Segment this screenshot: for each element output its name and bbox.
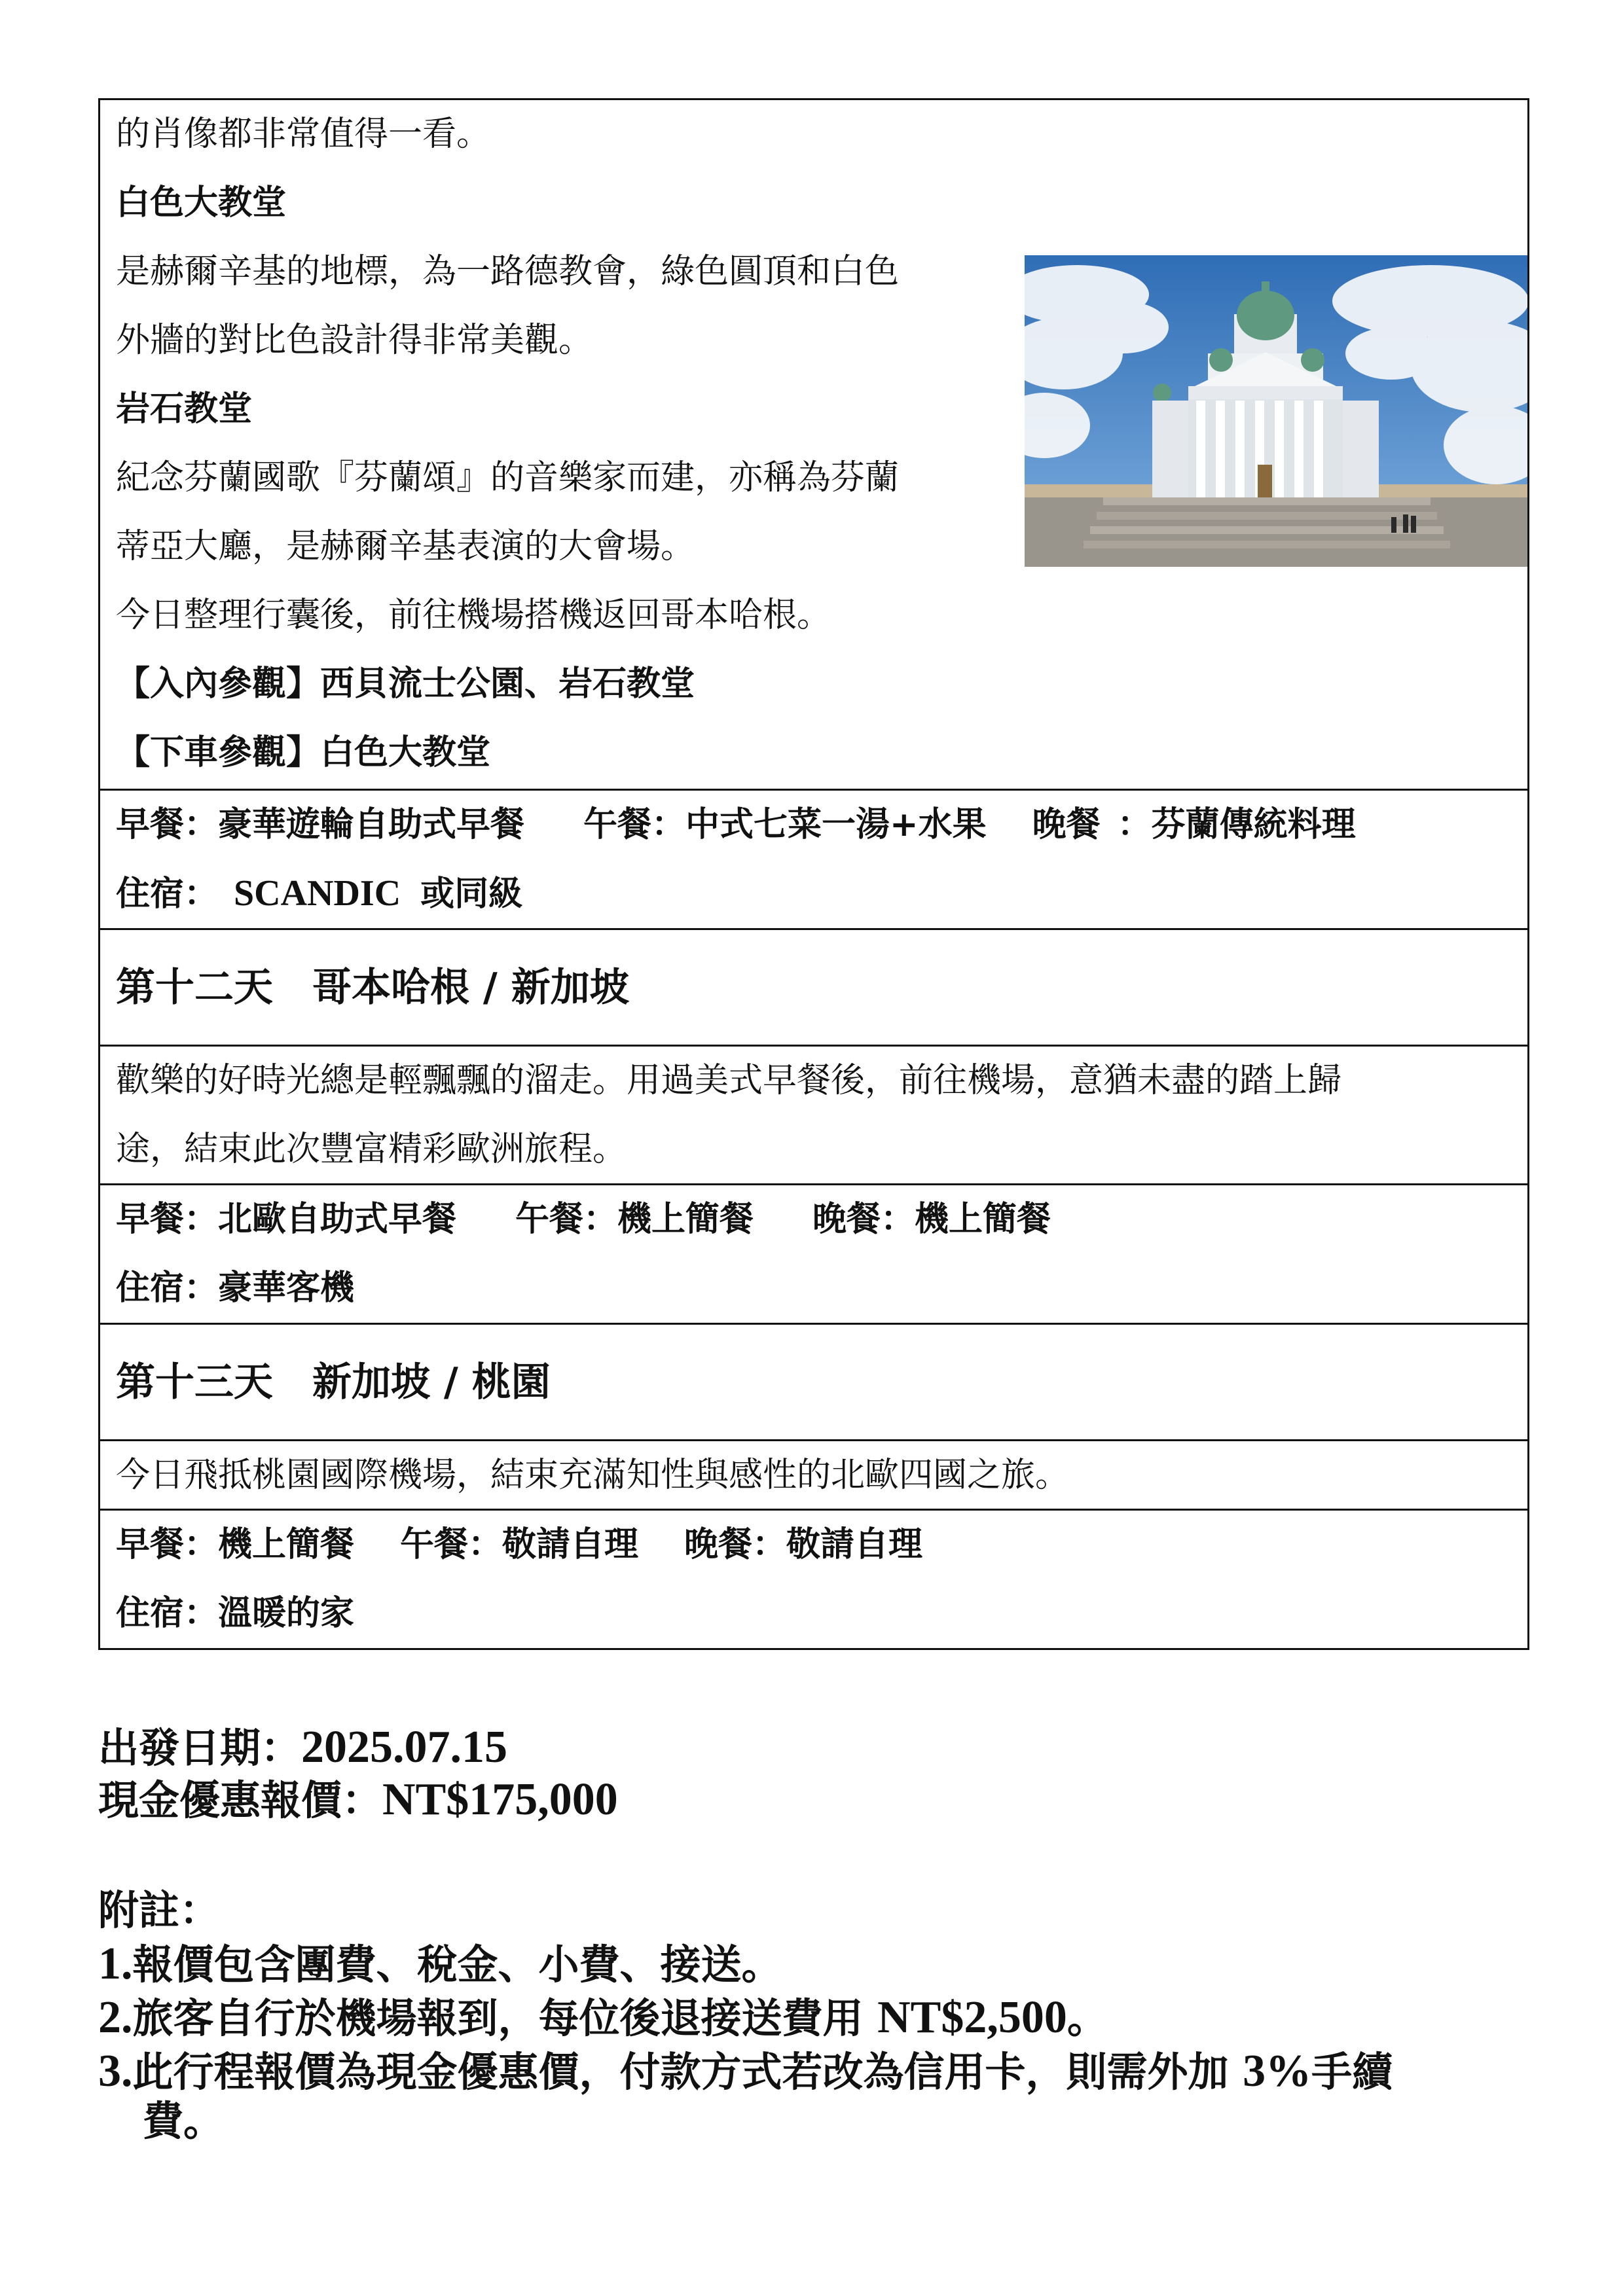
day13-hotel: 住宿：溫暖的家 — [116, 1594, 355, 1633]
price-label: 現金優惠報價： — [98, 1776, 383, 1824]
day12-hotel: 住宿：豪華客機 — [116, 1268, 355, 1308]
cathedral-illustration — [1025, 255, 1527, 567]
day11-dinner-label: 晚餐 — [1032, 805, 1101, 844]
day13-header — [100, 1323, 1527, 1439]
note-3-text-a: 此行程報價為現金優惠價，付款方式若改為信用卡，則需外加 — [132, 2048, 1243, 2096]
note-1-number: 1. — [98, 1939, 133, 1989]
note-2-text-b: 。 — [1067, 1994, 1108, 2042]
day13-title: 第十三天 新加坡 / 桃園 — [116, 1359, 551, 1405]
day11-dinner-value: ：芬蘭傳統料理 — [1117, 805, 1356, 844]
day12-title: 第十二天 哥本哈根 / 新加坡 — [116, 964, 629, 1011]
steps — [1025, 497, 1527, 567]
white-cathedral-title: 白色大教堂 — [116, 183, 287, 223]
price-value: NT$175,000 — [382, 1774, 618, 1825]
day11-meal-line — [116, 791, 1512, 859]
rock-church-title: 岩石教堂 — [116, 389, 253, 429]
rock-church-desc-2: 蒂亞大廳，是赫爾辛基表演的大會場。 — [116, 527, 695, 566]
note-1-text: 報價包含團費、稅金、小費、接送。 — [132, 1941, 782, 1988]
helsinki-cathedral-photo — [1025, 255, 1527, 567]
white-cathedral-desc-1: 是赫爾辛基的地標，為一路德教會，綠色圓頂和白色 — [116, 252, 900, 291]
note-3-continued: 費。 — [143, 2097, 225, 2145]
notes-title: 附註： — [98, 1886, 221, 1934]
note-2-text-a: 旅客自行於機場報到，每位後退接送費用 — [132, 1994, 878, 2042]
day12-dinner: 晚餐：機上簡餐 — [812, 1200, 1051, 1239]
note-3-number: 3. — [98, 2046, 133, 2096]
day11-hotel-label: 住宿： — [116, 874, 219, 914]
day12-meal-line — [116, 1185, 1512, 1254]
day12-meals — [100, 1183, 1527, 1323]
day12-desc-1: 歡樂的好時光總是輕飄飄的溜走。用過美式早餐後，前往機場，意猶未盡的踏上歸 — [116, 1061, 1342, 1100]
day12-desc-2: 途，結束此次豐富精彩歐洲旅程。 — [116, 1130, 627, 1169]
people — [1391, 514, 1416, 533]
day12-description — [100, 1045, 1527, 1183]
day11-lunch: 午餐：中式七菜一湯+水果 — [583, 805, 987, 844]
day13-breakfast: 早餐：機上簡餐 — [116, 1525, 355, 1564]
day12-lunch: 午餐：機上簡餐 — [515, 1200, 754, 1239]
day13-meal-line — [116, 1511, 1512, 1579]
note-3 — [98, 2045, 1393, 2099]
day11-meals — [100, 789, 1527, 928]
departure-date — [98, 1718, 507, 1778]
day13-meals — [100, 1509, 1527, 1648]
day12-header — [100, 928, 1527, 1045]
note-2-number: 2. — [98, 1992, 133, 2043]
rock-church-desc-1: 紀念芬蘭國歌『芬蘭頌』的音樂家而建，亦稱為芬蘭 — [116, 458, 900, 497]
day13-description — [100, 1439, 1527, 1509]
visit-inside: 【入內參觀】西貝流士公園、岩石教堂 — [116, 664, 695, 704]
note-2 — [98, 1991, 1108, 2045]
note-3-text-b: 手續 — [1311, 2048, 1393, 2096]
day13-dinner: 晚餐：敬請自理 — [684, 1525, 923, 1564]
cash-price — [98, 1770, 618, 1830]
departure-label: 出發日期： — [98, 1724, 302, 1772]
note-2-amount: NT$2,500 — [877, 1992, 1067, 2043]
day11-hotel-suffix: 或同級 — [420, 874, 523, 914]
day13-desc: 今日飛抵桃園國際機場，結束充滿知性與感性的北歐四國之旅。 — [116, 1456, 1070, 1495]
departure-value: 2025.07.15 — [301, 1722, 508, 1772]
day11-closing: 今日整理行囊後，前往機場搭機返回哥本哈根。 — [116, 596, 831, 635]
day13-lunch: 午餐：敬請自理 — [400, 1525, 639, 1564]
white-cathedral-desc-2: 外牆的對比色設計得非常美觀。 — [116, 321, 593, 360]
day11-breakfast: 早餐：豪華遊輪自助式早餐 — [116, 805, 525, 844]
day12-breakfast: 早餐：北歐自助式早餐 — [116, 1200, 457, 1239]
day11-hotel-line — [116, 859, 1512, 928]
visit-outside: 【下車參觀】白色大教堂 — [116, 733, 491, 772]
day11-hotel-name: SCANDIC — [234, 873, 401, 914]
intro-tail: 的肖像都非常值得一看。 — [116, 115, 491, 154]
note-3-percent: 3% — [1243, 2046, 1312, 2096]
note-1 — [98, 1937, 782, 1992]
